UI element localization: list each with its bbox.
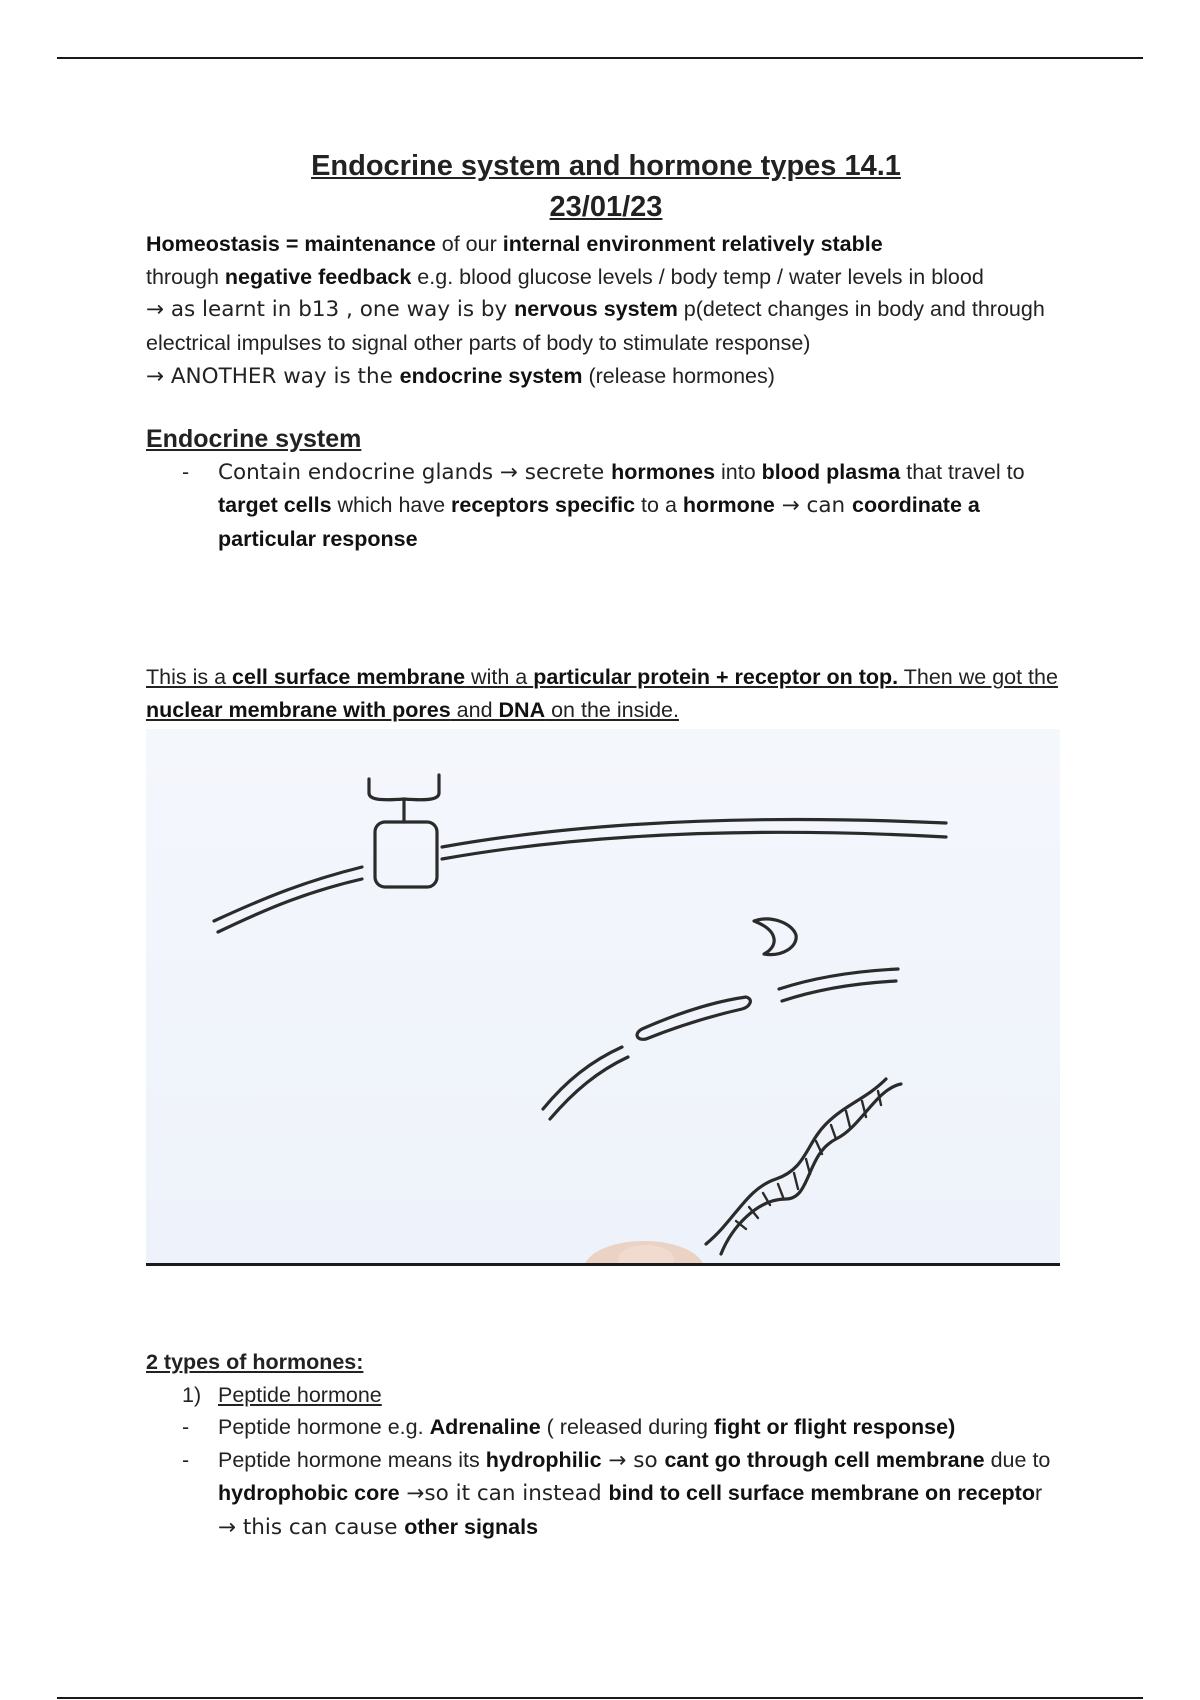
term-endocrine-system: endocrine system [399,364,583,388]
intro-paragraph [146,228,1066,293]
dna-strand-a [706,1079,886,1244]
bottom-rule [57,1697,1143,1699]
text-this-can-cause: → this can cause [218,1514,405,1540]
term-nuclear-membrane: nuclear membrane with pores [146,697,451,722]
text-released-during: ( released during [540,1415,714,1439]
term-hormones: hormones [611,459,716,484]
dna-strand-b [721,1084,901,1254]
dna-rung [831,1125,836,1139]
text-arrow-can: → can [774,493,853,518]
text-that-travel: that travel to [900,459,1025,484]
term-cant-go-through: cant go through cell membrane [664,1447,985,1472]
endocrine-line-suffix: (release hormones) [582,364,775,388]
endocrine-line-prefix: → ANOTHER way is the [146,364,400,389]
title-line-2: 23/01/23 [549,191,663,223]
text-so-instead: →so it can instead [399,1481,609,1506]
text-into: into [715,459,762,484]
caption-text: with a [465,665,534,689]
cell-diagram-image [146,729,1060,1266]
term-adrenaline: Adrenaline [429,1415,541,1439]
cell-membrane-left-inner [218,879,362,932]
caption-text: on the inside. [545,697,679,722]
term-maintenance: maintenance [304,232,436,256]
cell-membrane-left-outer [214,867,362,921]
nervous-line-prefix: → as learnt in b13 , one way is by [146,297,515,322]
dna-rung [794,1173,798,1189]
term-hydrophobic-core: hydrophobic core [218,1481,400,1505]
text-of-our: of our [435,232,503,256]
page-content [146,146,1066,1544]
text-r: r [1034,1481,1043,1505]
item-label-peptide-hormone: Peptide hormone [218,1382,382,1407]
peptide-bullet-list [146,1411,1066,1544]
term-dna: DNA [498,697,546,722]
list-item [146,1411,1066,1444]
text-arrow-so: → so [601,1447,665,1473]
endocrine-system-line [146,360,1066,394]
term-nervous-system: nervous system [514,297,678,321]
heading-endocrine-system: Endocrine system [146,424,362,453]
text-which-have: which have [331,493,452,517]
nuclear-membrane-segment-2 [637,997,750,1039]
dna-rung [778,1184,783,1197]
term-fight-or-flight: fight or flight response) [713,1415,956,1439]
nervous-system-line [146,293,1066,360]
heading-hormone-types: 2 types of hormones: [146,1350,364,1374]
endocrine-bullet-list [146,456,1066,556]
nervous-line-suffix: p(detect changes in body and through electrical impulses to signal other parts of body to stimulate response) [146,297,1045,355]
term-coordinate-response: coordinate a particular response [218,493,980,551]
receptor-top [369,775,439,800]
spacer [146,1266,1066,1346]
dash-bullet: - [182,1447,190,1472]
nuclear-membrane-segment-1 [543,1047,622,1109]
text-examples: e.g. blood glucose levels / body temp / water levels in blood [411,264,984,289]
text-contain-glands: Contain endocrine glands → secrete [218,459,612,485]
term-bind-to-receptor: bind to cell surface membrane on recepto [608,1481,1035,1505]
dash-bullet: - [182,1415,190,1439]
top-rule [57,57,1143,59]
equals-sign: = [279,232,305,256]
hormone-molecule [754,919,796,955]
term-negative-feedback: negative feedback [224,264,412,289]
text-due-to: due to [984,1447,1051,1472]
caption-text: Then we got the [898,665,1058,689]
text-peptide-means: Peptide hormone means its [218,1447,486,1472]
title-line-1: Endocrine system and hormone types 14.1 [311,150,901,182]
term-target-cells: target cells [218,493,332,517]
list-item [146,456,1066,556]
text-through: through [146,264,225,289]
spacer [146,555,1066,661]
term-hormone: hormone [682,493,775,517]
term-homeostasis: Homeostasis [146,232,280,256]
numbered-item-peptide [146,1379,1066,1412]
list-item [146,1444,1066,1545]
dna-rung [878,1091,881,1105]
dna-rung [806,1159,810,1174]
cell-diagram-drawing [146,729,1060,1263]
term-internal-environment: internal environment relatively stable [502,232,883,256]
caption-text: This is a [146,665,233,689]
page-title [146,146,1066,228]
term-receptors-specific: receptors specific [451,493,636,517]
membrane-protein [375,822,437,887]
caption-text: and [450,697,499,722]
text-to-a: to a [635,493,683,517]
term-other-signals: other signals [404,1514,539,1539]
term-protein-receptor: particular protein + receptor on top. [533,665,899,689]
dash-bullet: - [182,459,190,484]
dna-rung [846,1111,850,1127]
term-cell-surface-membrane: cell surface membrane [232,665,466,689]
term-blood-plasma: blood plasma [761,459,901,484]
figure-caption [146,661,1066,726]
item-number: 1) [182,1382,202,1407]
text-peptide-eg: Peptide hormone e.g. [218,1415,430,1439]
term-hydrophilic: hydrophilic [485,1447,602,1472]
